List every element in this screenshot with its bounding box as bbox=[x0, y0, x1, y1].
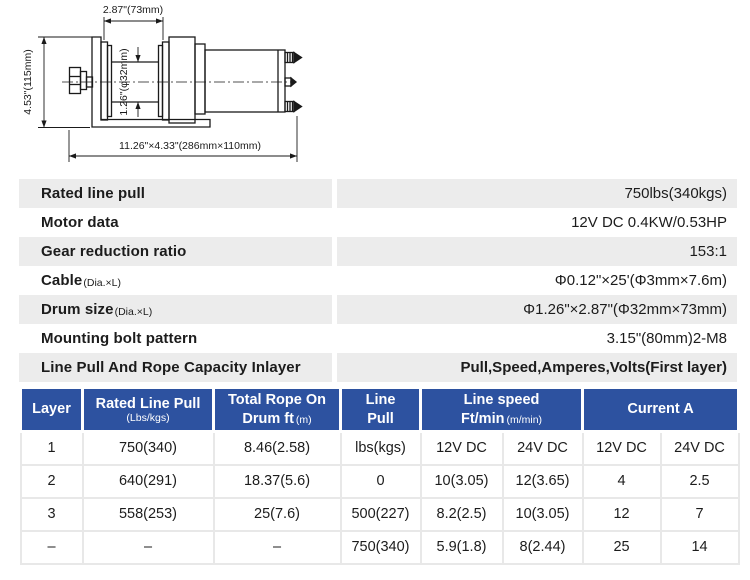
table-cell: 750(340) bbox=[341, 531, 421, 564]
header-sublabel: (m/min) bbox=[506, 413, 543, 426]
header-label-line2 bbox=[422, 410, 581, 428]
table-cell: 2.5 bbox=[661, 465, 739, 498]
header-sublabel: (Lbs/kgs) bbox=[126, 411, 170, 424]
winch-diagram bbox=[0, 0, 750, 179]
table-cell: 10(3.05) bbox=[503, 498, 583, 531]
table-cell: 12 bbox=[583, 498, 661, 531]
table-cell: 14 bbox=[661, 531, 739, 564]
header-label: Ft/min bbox=[460, 410, 505, 427]
table-row bbox=[21, 465, 739, 498]
spec-label-text: Rated line pull bbox=[41, 185, 146, 202]
dimension-top-label: 2.87"(73mm) bbox=[102, 4, 164, 16]
table-cell: 24V DC bbox=[661, 432, 739, 465]
spec-label-text: Gear reduction ratio bbox=[41, 243, 187, 260]
header-sublabel: (m) bbox=[295, 413, 312, 426]
table-cell: 4 bbox=[583, 465, 661, 498]
table-cell: – bbox=[83, 531, 214, 564]
spec-label bbox=[19, 237, 332, 266]
table-cell: 8.46(2.58) bbox=[214, 432, 341, 465]
terminal-studs bbox=[285, 53, 302, 112]
spec-value: Φ0.12"×25'(Φ3mm×7.6m) bbox=[554, 272, 727, 289]
table-cell: 25 bbox=[583, 531, 661, 564]
header-label: Layer bbox=[32, 401, 71, 418]
spec-list bbox=[19, 179, 737, 382]
spec-label-text: Line Pull And Rope Capacity Inlayer bbox=[41, 359, 301, 376]
spec-row-rated-line-pull bbox=[19, 179, 737, 208]
spec-value: Φ1.26"×2.87"(Φ32mm×73mm) bbox=[337, 295, 737, 324]
table-cell: 8(2.44) bbox=[503, 531, 583, 564]
table-cell: 8.2(2.5) bbox=[421, 498, 503, 531]
header-label: Rated Line Pull bbox=[95, 395, 201, 412]
table-cell: 12(3.65) bbox=[503, 465, 583, 498]
spec-label bbox=[19, 295, 332, 324]
table-cell: 5.9(1.8) bbox=[421, 531, 503, 564]
table-cell: 640(291) bbox=[83, 465, 214, 498]
col-header-total-rope bbox=[214, 388, 341, 432]
spec-value: 12V DC 0.4KW/0.53HP bbox=[571, 214, 727, 231]
clutch-knob bbox=[70, 68, 93, 94]
col-header-rated-line-pull bbox=[83, 388, 214, 432]
spec-label-text: Motor data bbox=[41, 214, 119, 231]
table-cell: 750(340) bbox=[83, 432, 214, 465]
table-cell: – bbox=[21, 531, 83, 564]
dimension-height-label: 4.53"(115mm) bbox=[22, 49, 34, 115]
dimension-drum-label: 1.26"(φ32mm) bbox=[118, 48, 130, 116]
spec-label bbox=[19, 179, 332, 208]
spec-value: 153:1 bbox=[337, 237, 737, 266]
header-label: Total Rope On bbox=[227, 392, 326, 409]
table-row bbox=[21, 498, 739, 531]
spec-label bbox=[19, 353, 332, 382]
spec-label bbox=[19, 208, 332, 237]
spec-row-capacity-title bbox=[19, 353, 737, 382]
spec-label-suffix: (Dia.×L) bbox=[83, 276, 121, 289]
header-label: Current A bbox=[627, 401, 694, 418]
capacity-table-body bbox=[21, 432, 739, 564]
spec-label-text: Drum size bbox=[41, 301, 114, 318]
winch-drawing-svg bbox=[0, 0, 750, 179]
col-header-current bbox=[583, 388, 739, 432]
spec-label bbox=[19, 266, 332, 295]
spec-value: 3.15"(80mm)2-M8 bbox=[606, 330, 727, 347]
dimension-drum-diameter bbox=[118, 47, 141, 117]
table-cell: 3 bbox=[21, 498, 83, 531]
header-label: Drum ft bbox=[242, 410, 294, 427]
table-cell: – bbox=[214, 531, 341, 564]
spec-value: 750lbs(340kgs) bbox=[337, 179, 737, 208]
col-header-line-pull bbox=[341, 388, 421, 432]
capacity-table bbox=[19, 386, 740, 565]
table-cell: 1 bbox=[21, 432, 83, 465]
table-cell: 12V DC bbox=[421, 432, 503, 465]
spec-label-text: Cable bbox=[41, 272, 83, 289]
table-cell: 2 bbox=[21, 465, 83, 498]
header-label: Line bbox=[365, 392, 396, 409]
table-row bbox=[21, 432, 739, 465]
table-cell: 18.37(5.6) bbox=[214, 465, 341, 498]
header-row bbox=[21, 388, 739, 432]
table-cell: 10(3.05) bbox=[421, 465, 503, 498]
table-cell: 558(253) bbox=[83, 498, 214, 531]
header-label: Pull bbox=[367, 410, 394, 427]
table-cell: 500(227) bbox=[341, 498, 421, 531]
spec-label-suffix: (Dia.×L) bbox=[114, 305, 153, 318]
table-cell: 24V DC bbox=[503, 432, 583, 465]
spec-row-gear-ratio bbox=[19, 237, 737, 266]
spec-value: Pull,Speed,Amperes,Volts(First layer) bbox=[337, 353, 737, 382]
header-label-line2 bbox=[215, 410, 339, 428]
drum bbox=[101, 42, 169, 120]
spec-row-bolt-pattern bbox=[19, 324, 737, 353]
table-cell: 0 bbox=[341, 465, 421, 498]
motor-housing bbox=[169, 37, 285, 123]
capacity-table-header bbox=[21, 388, 739, 432]
dimension-footprint-label: 11.26"×4.33"(286mm×110mm) bbox=[119, 140, 261, 152]
spec-row-cable bbox=[19, 266, 737, 295]
table-row bbox=[21, 531, 739, 564]
spec-row-motor-data bbox=[19, 208, 737, 237]
col-header-line-speed bbox=[421, 388, 583, 432]
dimension-drum-length bbox=[103, 4, 163, 40]
header-label: Line speed bbox=[463, 392, 540, 409]
col-header-layer bbox=[21, 388, 83, 432]
table-cell: 12V DC bbox=[583, 432, 661, 465]
spec-label bbox=[19, 324, 332, 353]
table-cell: 25(7.6) bbox=[214, 498, 341, 531]
table-cell: 7 bbox=[661, 498, 739, 531]
spec-row-drum-size bbox=[19, 295, 737, 324]
table-cell: lbs(kgs) bbox=[341, 432, 421, 465]
spec-label-text: Mounting bolt pattern bbox=[41, 330, 198, 347]
